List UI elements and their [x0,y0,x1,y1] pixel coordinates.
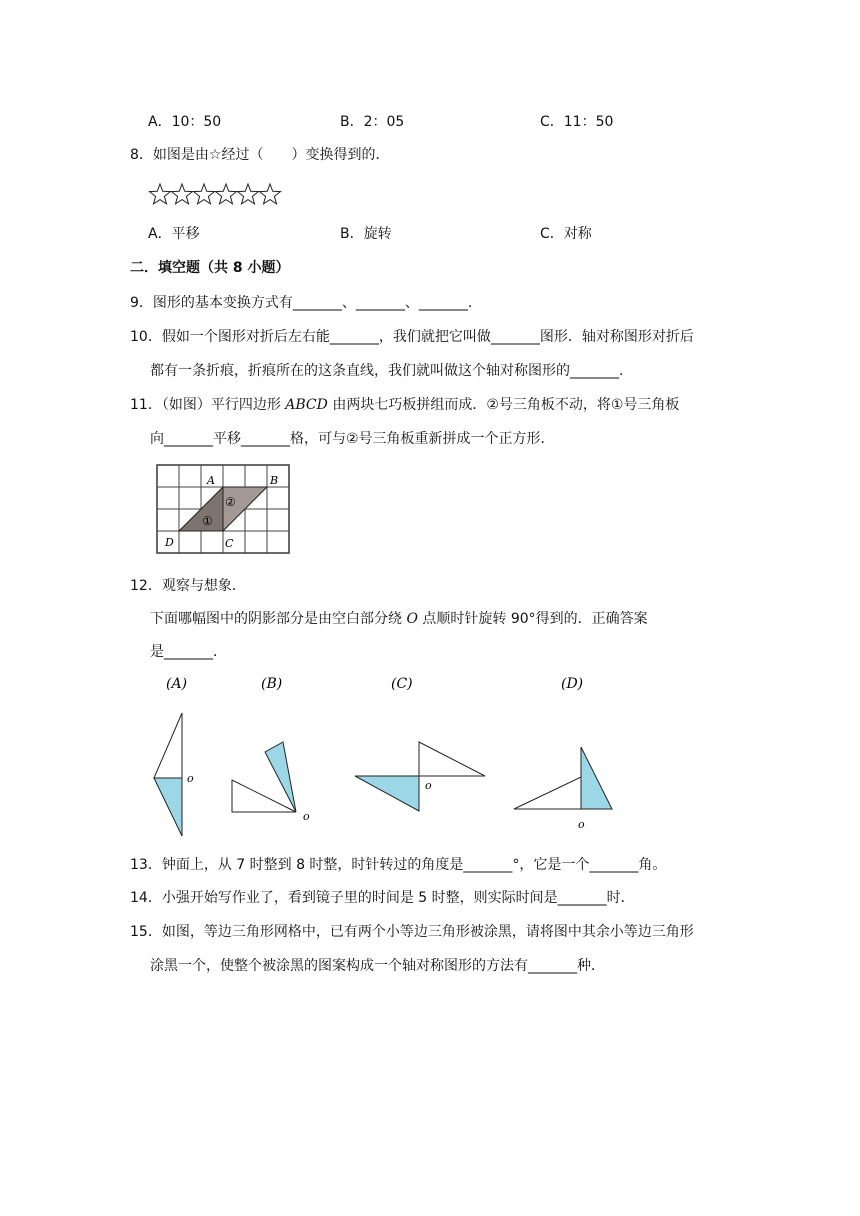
q12-a-o: o [187,772,194,785]
q12-line1: 12．观察与想象． [130,578,246,594]
q11-label-a: A [207,474,215,487]
q12-line3: 是_______． [150,644,227,660]
q8-option-a: A．平移 [148,226,200,242]
q11-label-1: ① [202,514,213,528]
star-icon [216,184,237,204]
star-icon [172,184,193,204]
q7-option-b: B．2：05 [340,114,405,130]
q10-line2: 都有一条折痕，折痕所在的这条直线，我们就叫做这个轴对称图形的_______. [150,363,624,379]
q11-parallelogram-figure [154,462,294,558]
q12-d-o: o [578,818,585,831]
q11-label-c: C [225,537,234,550]
q12-line2-pre: 下面哪幅图中的阴影部分是由空白部分绕 [150,611,407,627]
q11-line1-pre: 11．（如图）平行四边形 [130,397,286,413]
q15-line2: 涂黑一个，使整个被涂黑的图案构成一个轴对称图形的方法有_______种． [150,958,605,974]
q10-line1: 10．假如一个图形对折后左右能_______，我们就把它叫做_______图形．轴对称图形对折后 [130,329,694,345]
q11-label-2: ② [225,495,236,509]
q8-option-c: C．对称 [540,226,592,242]
q12-label-c: (C) [391,676,413,692]
star-icon [260,184,281,204]
q8-option-b: B．旋转 [340,226,392,242]
star-icon [194,184,215,204]
q12-c-o: o [425,779,432,792]
q7-option-c: C．11：50 [540,114,614,130]
q12-c-shaded [355,776,419,811]
star-icon [150,184,171,204]
q13-text: 13．钟面上，从 7 时整到 8 时整，时针转过的角度是_______°，它是一个_______角。 [130,857,667,873]
q12-rotation-figures [140,668,620,838]
q12-c-blank [419,742,485,776]
section-title-fill-in: 二．填空题（共 8 小题） [130,260,290,276]
q11-abcd: ABCD [285,397,328,413]
q11-label-d: D [165,536,174,549]
q12-a-shaded [154,778,182,836]
q12-line2 [150,609,648,629]
q12-d-blank [514,777,581,809]
q9-text: 9．图形的基本变换方式有_______、_______、_______. [130,295,473,311]
q11-label-b: B [270,474,279,487]
q14-text: 14．小强开始写作业了，看到镜子里的时间是 5 时整，则实际时间是_______时． [130,890,635,906]
q15-line1: 15．如图，等边三角形网格中，已有两个小等边三角形被涂黑，请将图中其余小等边三角形 [130,924,694,940]
q12-label-d: (D) [561,676,584,692]
q12-o: O [406,611,418,627]
q12-label-a: (A) [166,676,188,692]
q12-label-b: (B) [261,676,283,692]
q12-a-blank [154,713,182,778]
q11-line1 [130,395,679,415]
q11-line1-post: 由两块七巧板拼组而成．②号三角板不动，将①号三角板 [327,397,680,413]
q8-stars-figure [148,180,288,210]
star-icon [238,184,259,204]
q12-b-o: o [303,810,310,823]
q12-d-shaded [581,747,612,809]
q8-stem: 8．如图是由☆经过（ ）变换得到的． [130,147,390,163]
q11-line2: 向_______平移_______格，可与②号三角板重新拼成一个正方形． [150,431,555,447]
q12-line2-post: 点顺时针旋转 90°得到的．正确答案 [417,611,648,627]
q7-option-a: A．10：50 [148,114,222,130]
